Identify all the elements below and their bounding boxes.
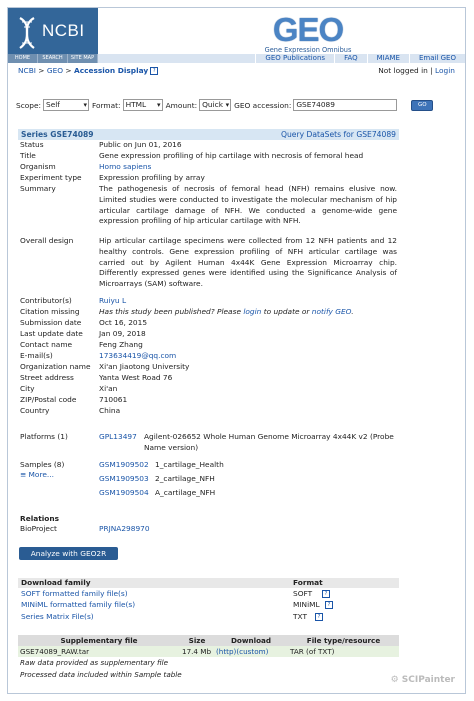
field-label: Country (20, 406, 50, 415)
miniml-family-link[interactable]: MINiML formatted family file(s) (21, 600, 136, 609)
note-processed-data: Processed data included within Sample table (20, 670, 182, 679)
format-select[interactable]: HTML ▾ (123, 99, 163, 111)
relations-heading: Relations (20, 514, 60, 523)
format-value: SOFT (293, 589, 313, 598)
help-icon[interactable]: ? (322, 590, 330, 598)
login-status-text: Not logged in (378, 66, 428, 75)
sample-name: A_cartilage_NFH (155, 488, 216, 497)
supp-file-type: TAR (of TXT) (288, 646, 399, 657)
download-row (18, 600, 399, 612)
ncbi-nav (8, 54, 98, 63)
accession-input[interactable]: GSE74089 (293, 99, 397, 111)
login-link[interactable]: Login (435, 66, 455, 75)
field-label: Street address (20, 373, 74, 382)
field-label: ZIP/Postal code (20, 395, 77, 404)
platform-description: Agilent-026652 Whole Human Genome Microarray 4x44K v2 (Probe Name version) (144, 432, 394, 452)
samples-more-link[interactable]: ≡ More... (20, 470, 54, 479)
field-label: BioProject (20, 524, 57, 533)
geo-logo-subtitle: Gene Expression Omnibus (264, 46, 352, 54)
page-frame (7, 7, 466, 694)
samples-more-text: More... (28, 470, 54, 479)
organism-link[interactable]: Homo sapiens (99, 162, 152, 171)
nav-email-geo[interactable]: Email GEO (409, 54, 465, 63)
accession-label: GEO accession: (234, 100, 292, 110)
citation-text: to update or (261, 307, 312, 316)
breadcrumb-current: Accession Display (73, 66, 149, 75)
nav-faq[interactable]: FAQ (334, 54, 367, 63)
field-value: Feng Zhang (99, 340, 143, 349)
download-custom-link[interactable]: (custom) (236, 647, 269, 656)
field-label: Samples (8) (20, 460, 65, 469)
field-value: Oct 16, 2015 (99, 318, 148, 327)
go-button[interactable]: GO (411, 100, 433, 111)
download-row (18, 588, 399, 600)
field-value: Expression profiling by array (99, 173, 205, 182)
field-label: Contact name (20, 340, 73, 349)
sample-link[interactable]: GSM1909503 (99, 474, 149, 483)
sample-name: 1_cartilage_Health (155, 460, 224, 469)
soft-family-link[interactable]: SOFT formatted family file(s) (21, 589, 128, 598)
ncbi-logo[interactable] (8, 8, 98, 60)
supplementary-table (18, 635, 399, 657)
field-label: E-mail(s) (20, 351, 53, 360)
contributor-link[interactable]: Ruiyu L (99, 296, 127, 305)
nav-geo-publications[interactable]: GEO Publications (255, 54, 334, 63)
breadcrumb (18, 66, 158, 75)
field-value: Gene expression profiling of hip cartilage with necrosis of femoral head (99, 151, 364, 160)
citation-login-link[interactable]: login (243, 307, 262, 316)
ncbi-home-link[interactable]: HOME (8, 54, 38, 63)
series-matrix-link[interactable]: Series Matrix File(s) (21, 612, 94, 621)
supp-download-cell (214, 646, 288, 657)
ncbi-sitemap-link[interactable]: SITE MAP (68, 54, 98, 63)
field-value: Xi'an (99, 384, 118, 393)
help-icon[interactable]: ? (325, 601, 333, 609)
field-label: Platforms (1) (20, 432, 68, 441)
breadcrumb-sep: > (63, 66, 74, 75)
scope-select[interactable]: Self ▾ (43, 99, 89, 111)
field-label: Status (20, 140, 44, 149)
breadcrumb-geo[interactable]: GEO (46, 66, 64, 75)
email-link[interactable]: 173634419@qq.com (99, 351, 177, 360)
amount-label: Amount: (165, 100, 198, 110)
field-value: Yanta West Road 76 (99, 373, 173, 382)
field-label: Organism (20, 162, 56, 171)
download-family-heading: Download family (21, 578, 91, 587)
series-header (18, 129, 399, 140)
notify-geo-link[interactable]: notify GEO (311, 307, 352, 316)
bioproject-link[interactable]: PRJNA298970 (99, 524, 150, 533)
nav-miame[interactable]: MIAME (367, 54, 409, 63)
field-value: Public on Jun 01, 2016 (99, 140, 182, 149)
citation-text: Has this study been published? Please (99, 307, 244, 316)
field-label: Summary (20, 184, 56, 193)
breadcrumb-ncbi[interactable]: NCBI (18, 66, 36, 75)
field-value: Xi'an Jiaotong University (99, 362, 190, 371)
format-heading: Format (293, 578, 323, 587)
dna-helix-icon (16, 16, 38, 50)
query-bar (16, 98, 464, 112)
field-label: Overall design (20, 236, 74, 245)
sample-link[interactable]: GSM1909504 (99, 488, 149, 497)
sample-name: 2_cartilage_NFH (155, 474, 215, 483)
format-value: MINiML (293, 600, 320, 609)
platform-link[interactable]: GPL13497 (99, 432, 137, 441)
help-icon[interactable]: ? (150, 67, 158, 75)
column-header: File type/resource (288, 635, 399, 646)
series-title: Series GSE74089 (21, 130, 94, 139)
scope-label: Scope: (16, 100, 42, 110)
field-value: The pathogenesis of necrosis of femoral head (NFH) remains elusive now. Limited studies were conducted to investigate the molecular mechanism of hip articular cartilage damage of NFH. We conducted a genome-wide gene expression profiling of hip articular cartilage with NFH. (99, 184, 397, 226)
breadcrumb-sep: > (35, 66, 47, 75)
field-label: Submission date (20, 318, 82, 327)
download-row (18, 612, 399, 624)
format-value: TXT (293, 612, 307, 621)
login-sep: | (427, 66, 436, 75)
ncbi-wordmark: NCBI (42, 21, 85, 40)
field-value: China (99, 406, 121, 415)
field-label: Experiment type (20, 173, 82, 182)
help-icon[interactable]: ? (315, 613, 323, 621)
login-status (378, 66, 455, 75)
download-family-header (18, 578, 399, 588)
format-label: Format: (92, 100, 121, 110)
field-value: Jan 09, 2018 (99, 329, 146, 338)
field-label: City (20, 384, 35, 393)
download-family-table (18, 578, 399, 624)
field-label: Last update date (20, 329, 83, 338)
sample-link[interactable]: GSM1909502 (99, 460, 149, 469)
table-row (18, 646, 399, 657)
column-header: Size (180, 635, 214, 646)
analyze-geo2r-button[interactable]: Analyze with GEO2R (19, 547, 118, 560)
column-header: Download (214, 635, 288, 646)
supp-file-size: 17.4 Mb (180, 646, 214, 657)
field-label: Citation missing (20, 307, 80, 316)
field-label: Contributor(s) (20, 296, 72, 305)
download-http-link[interactable]: (http) (216, 647, 237, 656)
supp-file-name: GSE74089_RAW.tar (18, 646, 180, 657)
ncbi-search-link[interactable]: SEARCH (38, 54, 68, 63)
field-value: Has this study been published? Please login to update or notify GEO. (99, 307, 354, 316)
column-header: Supplementary file (18, 635, 180, 646)
field-value: 710061 (99, 395, 128, 404)
watermark-text: SCIPainter (401, 675, 455, 685)
amount-select[interactable]: Quick ▾ (199, 99, 231, 111)
query-datasets-link[interactable]: Query DataSets for GSE74089 (281, 130, 396, 139)
top-nav (98, 54, 465, 63)
field-label: Title (20, 151, 36, 160)
supplementary-header-row (18, 635, 399, 646)
field-label: Organization name (20, 362, 91, 371)
note-raw-data: Raw data provided as supplementary file (20, 658, 169, 667)
geo-logo-text: GEO (272, 11, 344, 48)
watermark: ⚙ SCIPainter (390, 675, 455, 685)
field-value: Hip articular cartilage specimens were collected from 12 NFH patients and 12 healthy controls. Gene expression profiling of NFH articular cartilage was carried out by Agilent Human 4x44K Gene Expression Microarray chip. Differently expressed genes were identified using the Significance Analysis of Microarrays (SAM) software. (99, 236, 397, 289)
